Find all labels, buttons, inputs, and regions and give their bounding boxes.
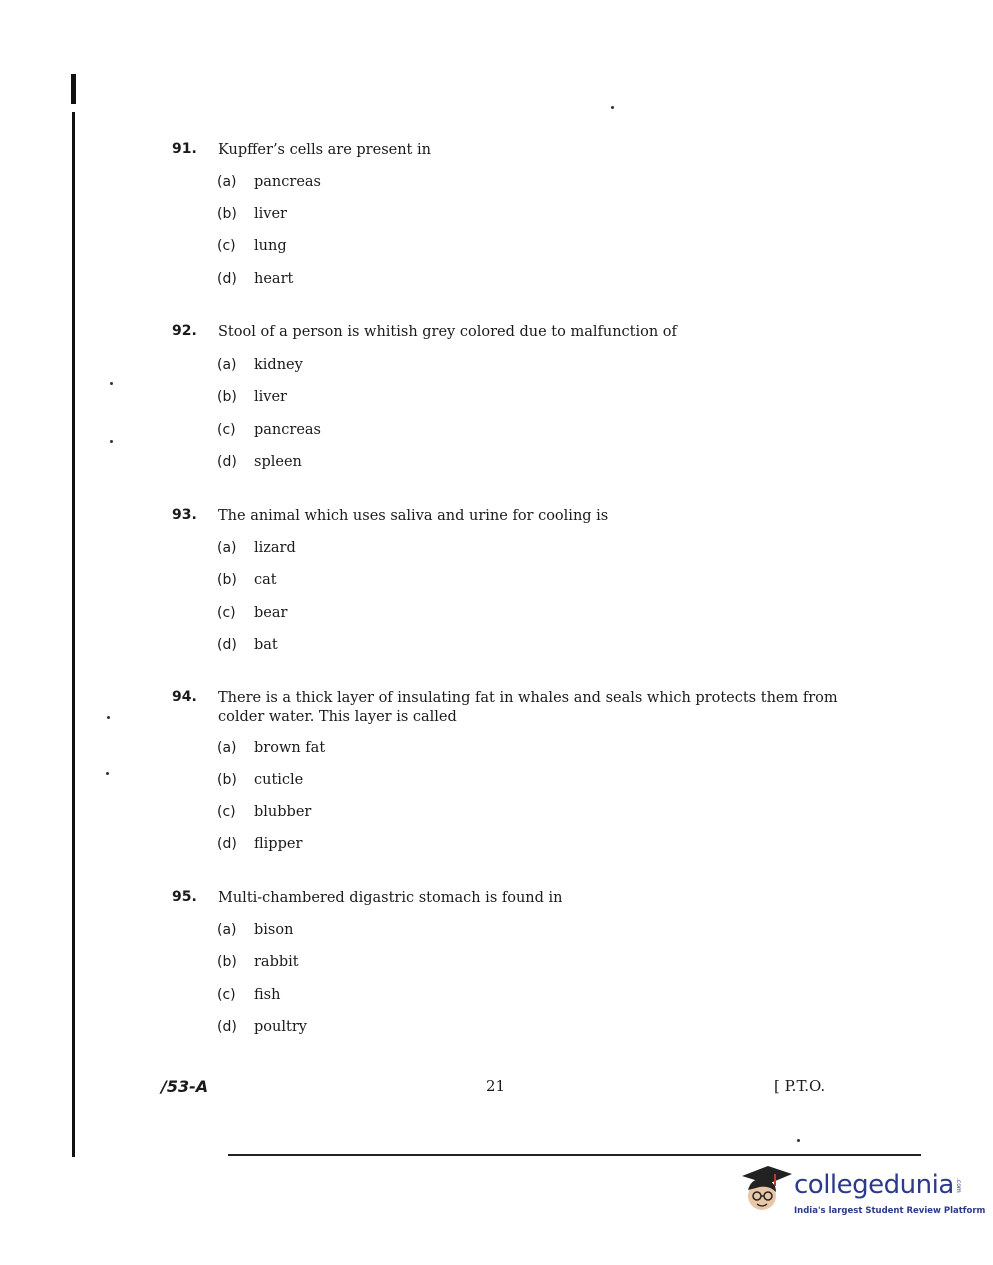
option-letter: (d) xyxy=(217,1019,237,1035)
option-letter: (c) xyxy=(217,605,236,621)
option-text: flipper xyxy=(254,836,303,852)
scan-speck xyxy=(110,382,113,385)
option-letter: (d) xyxy=(217,271,237,287)
option-text: bison xyxy=(254,922,294,938)
option-92-b xyxy=(0,389,993,409)
question-text: Kupffer’s cells are present in xyxy=(218,142,431,158)
option-95-c xyxy=(0,987,993,1007)
option-text: liver xyxy=(254,389,287,405)
brand-tagline: India's largest Student Review Platform xyxy=(794,1206,986,1216)
option-text: lung xyxy=(254,238,287,254)
option-letter: (d) xyxy=(217,637,237,653)
option-text: rabbit xyxy=(254,954,299,970)
option-letter: (a) xyxy=(217,357,237,373)
question-text: There is a thick layer of insulating fat in whales and seals which protects them from colder water. This layer is called xyxy=(218,690,838,725)
option-text: lizard xyxy=(254,540,296,556)
option-text: cat xyxy=(254,572,277,588)
question-number: 94. xyxy=(172,689,197,705)
option-91-b xyxy=(0,206,993,226)
option-92-c xyxy=(0,422,993,442)
option-letter: (c) xyxy=(217,238,236,254)
option-92-d xyxy=(0,454,993,474)
option-93-b xyxy=(0,572,993,592)
option-letter: (c) xyxy=(217,804,236,820)
option-93-c xyxy=(0,605,993,625)
option-text: spleen xyxy=(254,454,302,470)
option-letter: (a) xyxy=(217,540,237,556)
brand-name: collegedunia xyxy=(794,1170,954,1200)
option-94-b xyxy=(0,772,993,792)
option-text: poultry xyxy=(254,1019,307,1035)
option-95-b xyxy=(0,954,993,974)
option-95-d xyxy=(0,1019,993,1039)
scan-speck xyxy=(611,106,614,109)
option-text: fish xyxy=(254,987,281,1003)
option-94-a xyxy=(0,740,993,760)
brand-suffix: .com xyxy=(955,1178,962,1193)
option-letter: (d) xyxy=(217,836,237,852)
option-letter: (b) xyxy=(217,772,237,788)
margin-bar-top xyxy=(71,74,76,104)
option-letter: (d) xyxy=(217,454,237,470)
option-letter: (c) xyxy=(217,422,236,438)
paper-code: /53-A xyxy=(161,1077,209,1096)
option-text: bear xyxy=(254,605,288,621)
scan-speck xyxy=(110,440,113,443)
question-text: The animal which uses saliva and urine for cooling is xyxy=(218,508,609,524)
option-letter: (a) xyxy=(217,922,237,938)
option-letter: (a) xyxy=(217,174,237,190)
bottom-rule xyxy=(228,1154,921,1156)
mascot-icon xyxy=(738,1162,792,1224)
pto-label: [ P.T.O. xyxy=(774,1077,826,1095)
option-text: heart xyxy=(254,271,294,287)
question-number: 95. xyxy=(172,889,197,905)
option-text: bat xyxy=(254,637,278,653)
option-text: liver xyxy=(254,206,287,222)
question-number: 92. xyxy=(172,323,197,339)
question-text: Multi-chambered digastric stomach is found in xyxy=(218,890,563,906)
option-letter: (c) xyxy=(217,987,236,1003)
option-91-c xyxy=(0,238,993,258)
option-letter: (b) xyxy=(217,389,237,405)
question-number: 93. xyxy=(172,507,197,523)
scan-speck xyxy=(106,772,109,775)
page-number: 21 xyxy=(486,1077,506,1095)
option-letter: (b) xyxy=(217,954,237,970)
option-91-d xyxy=(0,271,993,291)
option-93-d xyxy=(0,637,993,657)
option-text: cuticle xyxy=(254,772,304,788)
option-letter: (b) xyxy=(217,206,237,222)
option-91-a xyxy=(0,174,993,194)
scan-speck xyxy=(797,1139,800,1142)
question-number: 91. xyxy=(172,141,197,157)
collegedunia-logo xyxy=(738,1162,986,1224)
option-text: brown fat xyxy=(254,740,326,756)
option-94-c xyxy=(0,804,993,824)
scan-speck xyxy=(107,716,110,719)
question-text: Stool of a person is whitish grey colored due to malfunction of xyxy=(218,324,677,340)
option-letter: (b) xyxy=(217,572,237,588)
option-text: blubber xyxy=(254,804,312,820)
option-letter: (a) xyxy=(217,740,237,756)
option-95-a xyxy=(0,922,993,942)
option-94-d xyxy=(0,836,993,856)
option-text: kidney xyxy=(254,357,303,373)
option-text: pancreas xyxy=(254,174,321,190)
option-text: pancreas xyxy=(254,422,321,438)
option-92-a xyxy=(0,357,993,377)
option-93-a xyxy=(0,540,993,560)
